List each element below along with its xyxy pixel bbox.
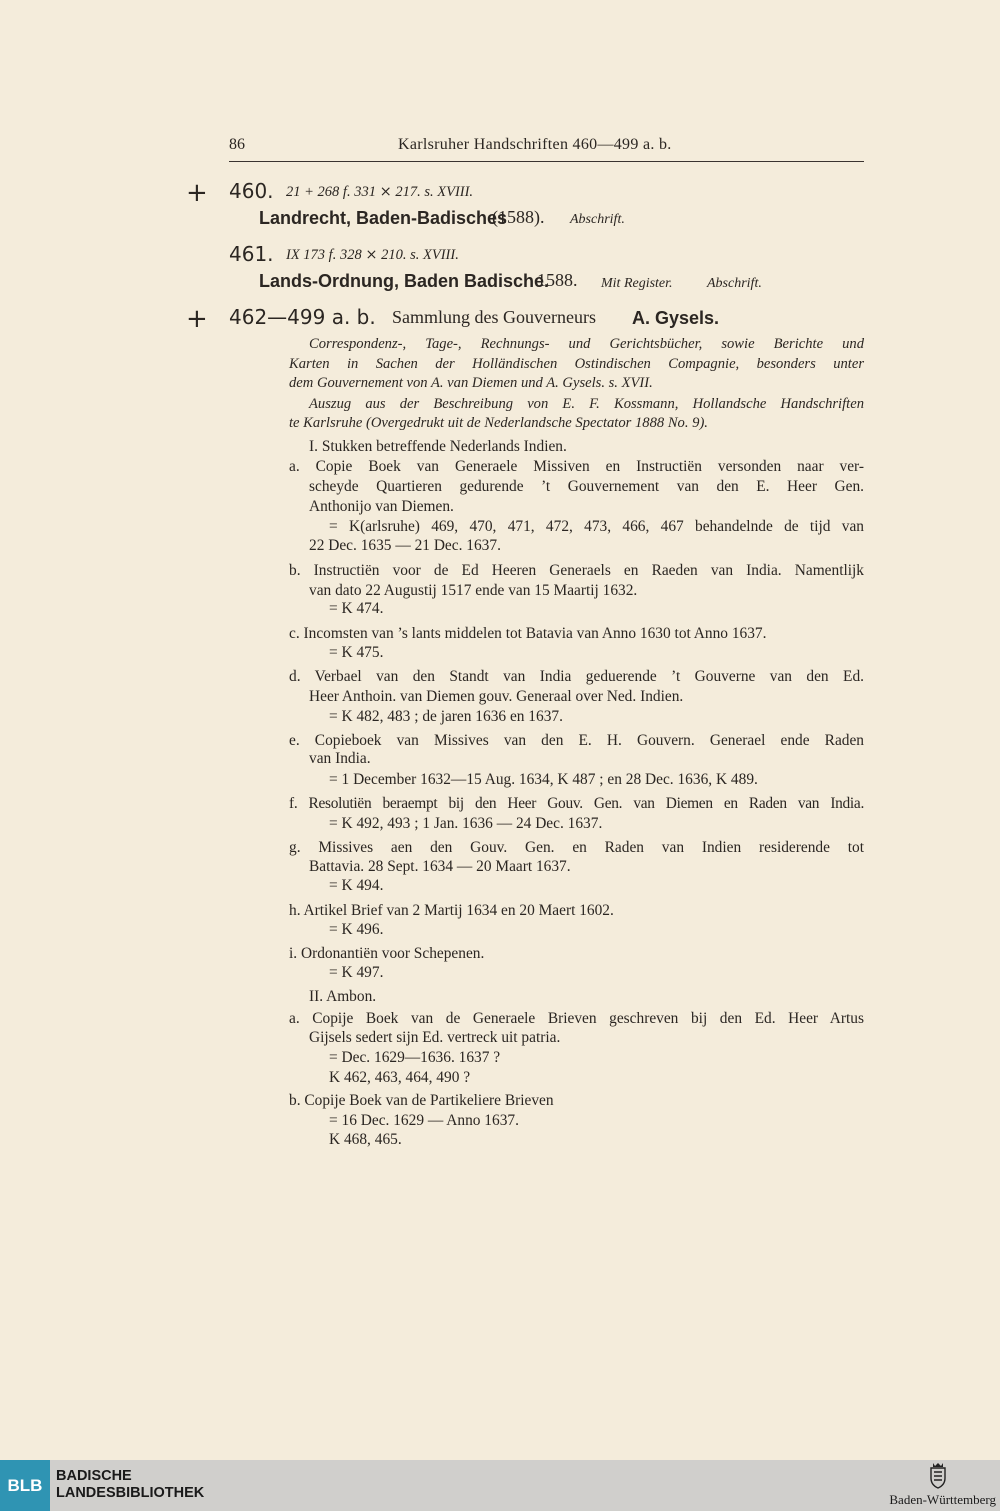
state-name: Baden-Württemberg [889,1492,996,1507]
list-item-c: c. Incomsten van ’s lants middelen tot Batavia van Anno 1630 tot Anno 1637. [289,625,767,642]
list-item-e: e. Copieboek van Missives van den E. H. Gouvern. Generael ende Raden [289,732,864,749]
list-item-ambon-a: K 462, 463, 464, 490 ? [329,1069,471,1086]
list-item-c: = K 475. [329,644,384,661]
list-item-a: Anthonijo van Diemen. [309,498,454,515]
footer-bar [0,1460,1000,1511]
list-item-a: 22 Dec. 1635 — 21 Dec. 1637. [309,537,501,554]
entry-461-title: Lands-Ordnung, Baden Badische. [259,271,550,291]
list-item-a: = K(arlsruhe) 469, 470, 471, 472, 473, 466, 467 behandelnde de tijd van [329,518,864,535]
entry-461-year: 1588. [537,270,578,290]
list-item-e: = 1 December 1632—15 Aug. 1634, K 487 ; en 28 Dec. 1636, K 489. [329,771,758,788]
list-item-ambon-a: a. Copije Boek van de Generaele Brieven geschreven bij den Ed. Heer Artus [289,1010,864,1027]
list-item-h: = K 496. [329,921,384,938]
list-item-a: a. Copie Boek van Generaele Missiven en Instructiën versonden naar ver- [289,458,864,475]
library-name-line2: LANDESBIBLIOTHEK [56,1485,205,1501]
list-item-ambon-b: b. Copije Boek van de Partikeliere Brieven [289,1092,554,1109]
list-item-d: = K 482, 483 ; de jaren 1636 en 1637. [329,708,563,725]
list-item-f: f. Resolutiën beraempt bij den Heer Gouv. Gen. van Diemen en Raden van India. [289,795,864,812]
list-item-a: scheyde Quartieren gedurende ’t Gouvernement van den E. Heer Gen. [309,478,864,495]
list-item-ambon-b: = 16 Dec. 1629 — Anno 1637. [329,1112,519,1129]
list-item-ambon-a: Gijsels sedert sijn Ed. vertreck uit patria. [309,1029,561,1046]
running-title: Karlsruher Handschriften 460—499 a. b. [398,136,672,153]
entry-461-meta: IX 173 f. 328 ⨯ 210. s. XVIII. [286,247,459,263]
section-heading: II. Ambon. [309,988,377,1005]
list-item-b: = K 474. [329,600,384,617]
list-item-ambon-a: = Dec. 1629—1636. 1637 ? [329,1049,501,1066]
entry-460-meta: 21 + 268 f. 331 ⨯ 217. s. XVIII. [286,184,474,200]
entry-461-note-register: Mit Register. [601,276,673,291]
page-number: 86 [229,136,245,153]
list-item-e: van India. [309,750,371,767]
entry-460-marker: + [186,178,208,208]
description-line: dem Gouvernement von A. van Diemen und A. Gysels. s. XVII. [289,375,653,391]
list-item-b: b. Instructiën voor de Ed Heeren Generaels en Raeden van India. Namentlijk [289,562,864,579]
entry-460-title: Landrecht, Baden-Badisches [259,208,508,228]
description-line: te Karlsruhe (Overgedrukt uit de Nederlandsche Spectator 1888 No. 9). [289,415,708,431]
description-line: Correspondenz-, Tage-, Rechnungs- und Gerichtsbücher, sowie Berichte und [309,336,864,352]
entry-460-number: 460. [229,179,274,203]
entry-462-marker: + [186,304,208,334]
list-item-ambon-b: K 468, 465. [329,1131,402,1148]
list-item-i: = K 497. [329,964,384,981]
section-heading: I. Stukken betreffende Nederlands Indien. [309,438,567,455]
list-item-f: = K 492, 493 ; 1 Jan. 1636 — 24 Dec. 1637. [329,815,603,832]
entry-462-intro: Sammlung des Gouverneurs [392,307,596,327]
entry-461-note-copy: Abschrift. [707,276,762,291]
list-item-g: Battavia. 28 Sept. 1634 — 20 Maart 1637. [309,858,571,875]
header-rule [229,161,864,162]
blb-logo[interactable]: BLB [0,1460,50,1511]
list-item-h: h. Artikel Brief van 2 Martij 1634 en 20 Maert 1602. [289,902,614,919]
entry-462-number: 462—499 a. b. [229,305,376,329]
library-name-line1: BADISCHE [56,1468,132,1484]
library-name [56,1468,204,1502]
entry-460-year: (1588). [492,207,545,227]
entry-460-note: Abschrift. [570,212,625,227]
list-item-d: Heer Anthoin. van Diemen gouv. Generaal over Ned. Indien. [309,688,684,705]
description-line: Auszug aus der Beschreibung von E. F. Kossmann, Hollandsche Handschriften [309,396,864,412]
entry-462-collector: A. Gysels. [632,308,720,328]
description-line: Karten in Sachen der Holländischen Ostindischen Compagnie, besonders unter [289,356,864,372]
entry-461-number: 461. [229,242,274,266]
list-item-b: van dato 22 Augustij 1517 ende van 15 Maartij 1632. [309,582,638,599]
state-crest-icon [928,1462,948,1489]
list-item-i: i. Ordonantiën voor Schepenen. [289,945,485,962]
list-item-d: d. Verbael van den Standt van India geduerende ’t Gouverne van den Ed. [289,668,864,685]
list-item-g: g. Missives aen den Gouv. Gen. en Raden van Indien residerende tot [289,839,864,856]
list-item-g: = K 494. [329,877,384,894]
